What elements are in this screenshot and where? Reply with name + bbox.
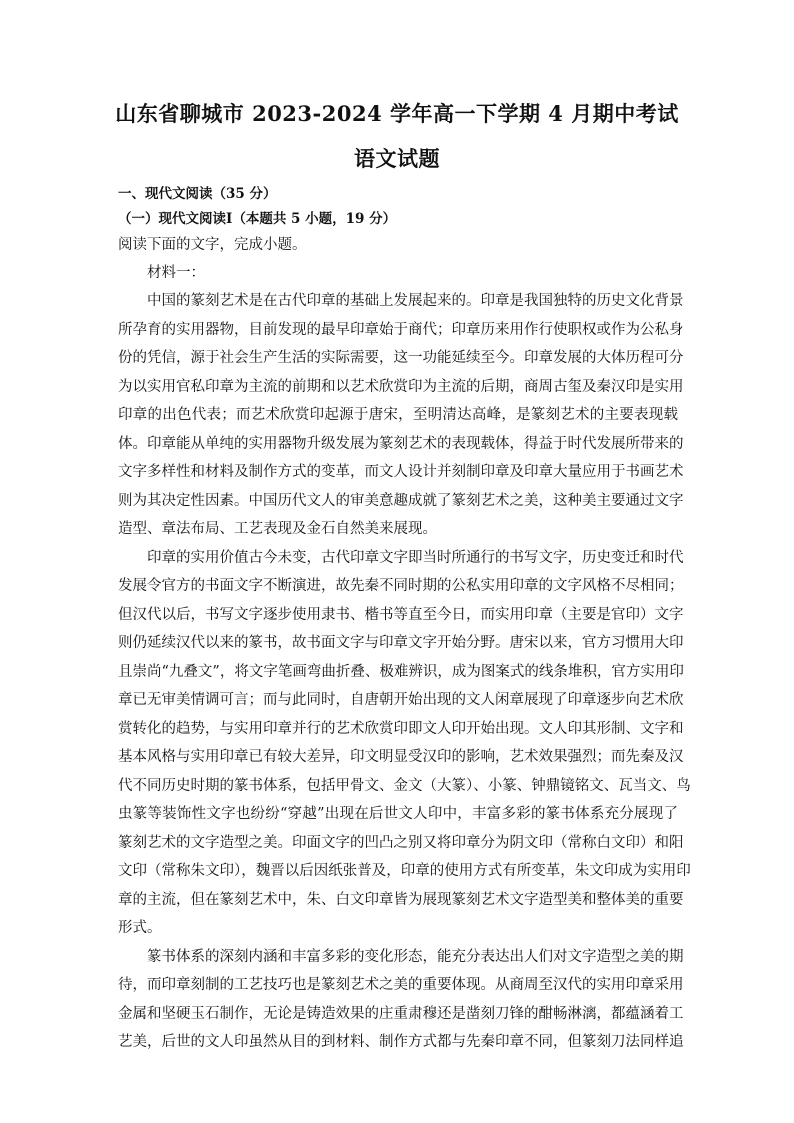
paragraph	[118, 544, 691, 943]
text-line: 发展令官方的书面文字不断演进，故先秦不同时期的公私实用印章的文字风格不尽相同；	[118, 578, 684, 594]
text-line: 形式。	[118, 920, 162, 936]
text-line: 且崇尚“九叠文”，将文字笔画弯曲折叠、极难辨识，成为图案式的线条堆积，官方实用印	[118, 663, 684, 680]
paragraph	[118, 287, 684, 544]
text-line: 中国的篆刻艺术是在古代印章的基础上发展起来的。印章是我国独特的历史文化背景	[147, 293, 684, 309]
paragraph	[118, 943, 684, 1057]
text-line: 金属和坚硬玉石制作，无论是铸造效果的庄重肃穆还是凿刻刀锋的酣畅淋漓，都蕴涵着工	[118, 1005, 684, 1022]
reading-instruction: 阅读下面的文字，完成小题。	[118, 237, 307, 253]
text-line: 基本风格与实用印章已有较大差异，印文明显受汉印的影响，艺术效果强烈；而先秦及汉	[118, 749, 684, 765]
text-line: 则仍延续汉代以来的篆书，故书面文字与印章文字开始分野。唐宋以来，官方习惯用大印	[118, 635, 684, 651]
text-line: 虫篆等装饰性文字也纷纷“穿越”出现在后世文人印中，丰富多彩的篆书体系充分展现了	[118, 806, 678, 822]
body-text	[118, 287, 691, 1057]
text-line: 章已无审美情调可言；而与此同时，自唐朝开始出现的文人闲章展现了印章逐步向艺术欣	[118, 692, 684, 708]
text-line: 所孕育的实用器物，目前发现的最早印章始于商代；印章历来用作行使职权或作为公私身	[118, 321, 684, 338]
document-title: 山东省聊城市 2023-2024 学年高一下学期 4 月期中考试	[115, 101, 679, 126]
text-line: 艺美，后世的文人印虽然从目的到材料、制作方式都与先秦印章不同，但篆刻刀法同样追	[118, 1034, 684, 1050]
section-heading: 一、现代文阅读（35 分）	[118, 186, 277, 202]
text-line: 赏转化的趋势，与实用印章并行的艺术欣赏印即文人印开始出现。文人印其形制、文字和	[118, 720, 684, 737]
text-line: 文印（常称朱文印），魏晋以后因纸张普及，印章的使用方式有所变革，朱文印成为实用印	[118, 863, 691, 879]
text-line: 篆刻艺术的文字造型之美。印面文字的凹凸之别又将印章分为阴文印（常称白文印）和阳	[118, 834, 684, 851]
text-line: 则为其决定性因素。中国历代文人的审美意趣成就了篆刻艺术之美，这种美主要通过文字	[118, 492, 684, 509]
document-subtitle: 语文试题	[354, 146, 440, 171]
text-line: 印章的出色代表；而艺术欣赏印起源于唐宋，至明清达高峰，是篆刻艺术的主要表现载	[118, 407, 678, 423]
text-line: 份的凭信，源于社会生产生活的实际需要，这一功能延续至今。印章发展的大体历程可分	[118, 350, 684, 366]
material-label: 材料一：	[147, 265, 205, 281]
text-line: 但汉代以后，书写文字逐步使用隶书、楷书等直至今日，而实用印章（主要是官印）文字	[118, 606, 684, 623]
text-line: 章的主流，但在篆刻艺术中，朱、白文印章皆为展现篆刻艺术文字造型美和整体美的重要	[118, 891, 684, 908]
text-line: 体。印章能从单纯的实用器物升级发展为篆刻艺术的表现载体，得益于时代发展所带来的	[118, 435, 684, 452]
text-line: 印章的实用价值古今未变，古代印章文字即当时所通行的书写文字，历史变迁和时代	[147, 549, 684, 566]
text-line: 造型、章法布局、工艺表现及金石自然美来展现。	[118, 521, 437, 537]
text-line: 待，而印章刻制的工艺技巧也是篆刻艺术之美的重要体现。从商周至汉代的实用印章采用	[118, 977, 684, 993]
text-line: 代不同历史时期的篆书体系，包括甲骨文、金文（大篆）、小篆、钟鼎镜铭文、瓦当文、鸟	[118, 777, 691, 794]
text-line: 篆书体系的深刻内涵和丰富多彩的变化形态，能充分表达出人们对文字造型之美的期	[147, 948, 684, 965]
text-line: 为以实用官私印章为主流的前期和以艺术欣赏印为主流的后期，商周古玺及秦汉印是实用	[118, 378, 684, 395]
text-line: 文字多样性和材料及制作方式的变革，而文人设计并刻制印章及印章大量应用于书画艺术	[118, 464, 684, 480]
subsection-heading: （一）现代文阅读Ⅰ（本题共 5 小题，19 分）	[118, 211, 397, 227]
